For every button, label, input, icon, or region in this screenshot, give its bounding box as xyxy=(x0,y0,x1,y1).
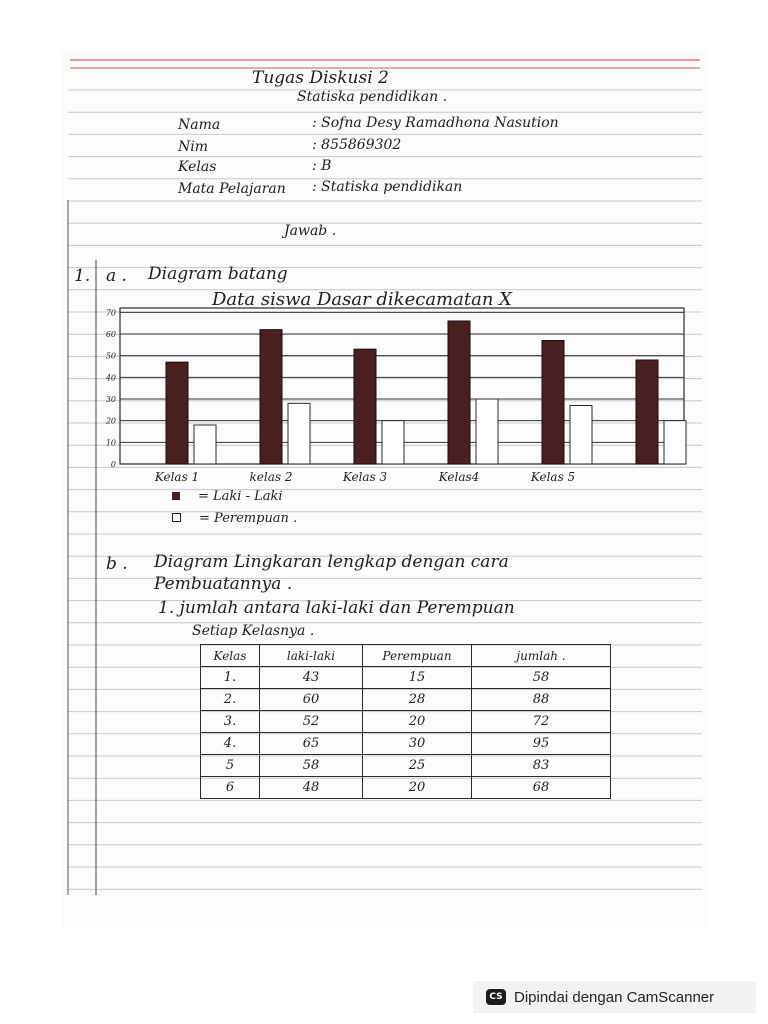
table-header-row xyxy=(201,645,611,667)
legend-laki-laki: = Laki - Laki xyxy=(172,490,283,503)
table-cell: 25 xyxy=(363,755,472,777)
table-cell: 5 xyxy=(201,755,260,777)
label-nama: Nama xyxy=(178,117,221,133)
y-tick-label: 50 xyxy=(105,351,116,361)
table-row xyxy=(201,755,611,777)
x-tick-label: kelas 2 xyxy=(249,470,293,484)
y-tick-label: 10 xyxy=(105,438,116,448)
table-cell: 52 xyxy=(260,711,363,733)
y-tick-label: 0 xyxy=(110,460,116,469)
bar-laki-laki xyxy=(636,360,658,464)
bar-laki-laki xyxy=(354,349,376,464)
notebook-page xyxy=(62,50,708,928)
section-a-title: Diagram batang xyxy=(148,264,288,284)
bar-laki-laki xyxy=(448,321,470,464)
value-mata-pelajaran: : Statiska pendidikan xyxy=(312,179,463,195)
section-a-letter: a . xyxy=(106,266,127,286)
y-tick-label: 20 xyxy=(105,416,116,426)
table-cell: 15 xyxy=(363,667,472,689)
section-b-title-2: Pembuatannya . xyxy=(154,574,293,594)
table-cell: 83 xyxy=(472,755,611,777)
y-tick-label: 40 xyxy=(105,373,116,383)
table-header-cell: Perempuan xyxy=(363,645,472,667)
bar-laki-laki xyxy=(166,362,188,464)
table-row xyxy=(201,689,611,711)
bar-perempuan xyxy=(382,421,404,464)
legend-perempuan: = Perempuan . xyxy=(172,512,297,525)
x-tick-label: Kelas 5 xyxy=(530,470,576,484)
table-cell: 48 xyxy=(260,777,363,799)
data-table xyxy=(200,644,611,799)
label-kelas: Kelas xyxy=(178,159,217,175)
y-tick-label: 60 xyxy=(105,330,116,339)
page-subtitle: Statiska pendidikan . xyxy=(297,89,448,105)
table-cell: 2. xyxy=(201,689,260,711)
question-number: 1. xyxy=(74,266,91,286)
table-cell: 68 xyxy=(472,777,611,799)
legend-swatch-laki-laki xyxy=(172,492,180,500)
table-cell: 58 xyxy=(472,667,611,689)
bar-laki-laki xyxy=(260,330,282,464)
bar-perempuan xyxy=(664,421,686,464)
table-row xyxy=(201,711,611,733)
watermark-text: Dipindai dengan CamScanner xyxy=(514,988,715,1006)
table-header-cell: Kelas xyxy=(201,645,260,667)
section-b-title-1: Diagram Lingkaran lengkap dengan cara xyxy=(154,552,509,572)
y-tick-label: 30 xyxy=(105,395,116,404)
table-cell: 95 xyxy=(472,733,611,755)
value-kelas: : B xyxy=(312,158,332,174)
label-nim: Nim xyxy=(178,139,209,155)
bar-perempuan xyxy=(288,403,310,464)
x-tick-label: Kelas 1 xyxy=(154,470,200,484)
table-cell: 88 xyxy=(472,689,611,711)
table-cell: 6 xyxy=(201,777,260,799)
table-header-cell: laki-laki xyxy=(260,645,363,667)
label-mata-pelajaran: Mata Pelajaran xyxy=(178,181,286,197)
table-cell: 65 xyxy=(260,733,363,755)
table-cell: 4. xyxy=(201,733,260,755)
bar-laki-laki xyxy=(542,341,564,465)
section-b-item-1: 1. jumlah antara laki-laki dan Perempuan xyxy=(158,598,515,618)
camscanner-logo-icon: CS xyxy=(486,989,506,1005)
value-nim: : 855869302 xyxy=(312,137,402,153)
table-row xyxy=(201,667,611,689)
table-cell: 72 xyxy=(472,711,611,733)
chart-title: Data siswa Dasar dikecamatan X xyxy=(212,289,512,310)
table-cell: 1. xyxy=(201,667,260,689)
value-nama: : Sofna Desy Ramadhona Nasution xyxy=(312,115,559,131)
bar-perempuan xyxy=(570,406,592,465)
table-cell: 20 xyxy=(363,711,472,733)
table-row xyxy=(201,733,611,755)
section-b-letter: b . xyxy=(106,554,128,574)
table-cell: 58 xyxy=(260,755,363,777)
table-cell: 43 xyxy=(260,667,363,689)
camscanner-watermark xyxy=(473,981,756,1013)
table-cell: 20 xyxy=(363,777,472,799)
bar-perempuan xyxy=(476,399,498,464)
legend-swatch-perempuan xyxy=(172,513,181,522)
bar-perempuan xyxy=(194,425,216,464)
section-b-item-2: Setiap Kelasnya . xyxy=(192,623,315,639)
bar-chart xyxy=(62,50,708,530)
table-cell: 60 xyxy=(260,689,363,711)
table-row xyxy=(201,777,611,799)
x-tick-label: Kelas4 xyxy=(438,470,480,484)
x-tick-label: Kelas 3 xyxy=(342,470,388,484)
answer-heading: Jawab . xyxy=(284,223,337,239)
table-header-cell: jumlah . xyxy=(472,645,611,667)
page-title: Tugas Diskusi 2 xyxy=(252,68,389,88)
table-cell: 3. xyxy=(201,711,260,733)
table-cell: 30 xyxy=(363,733,472,755)
table-cell: 28 xyxy=(363,689,472,711)
y-tick-label: 70 xyxy=(105,308,116,318)
